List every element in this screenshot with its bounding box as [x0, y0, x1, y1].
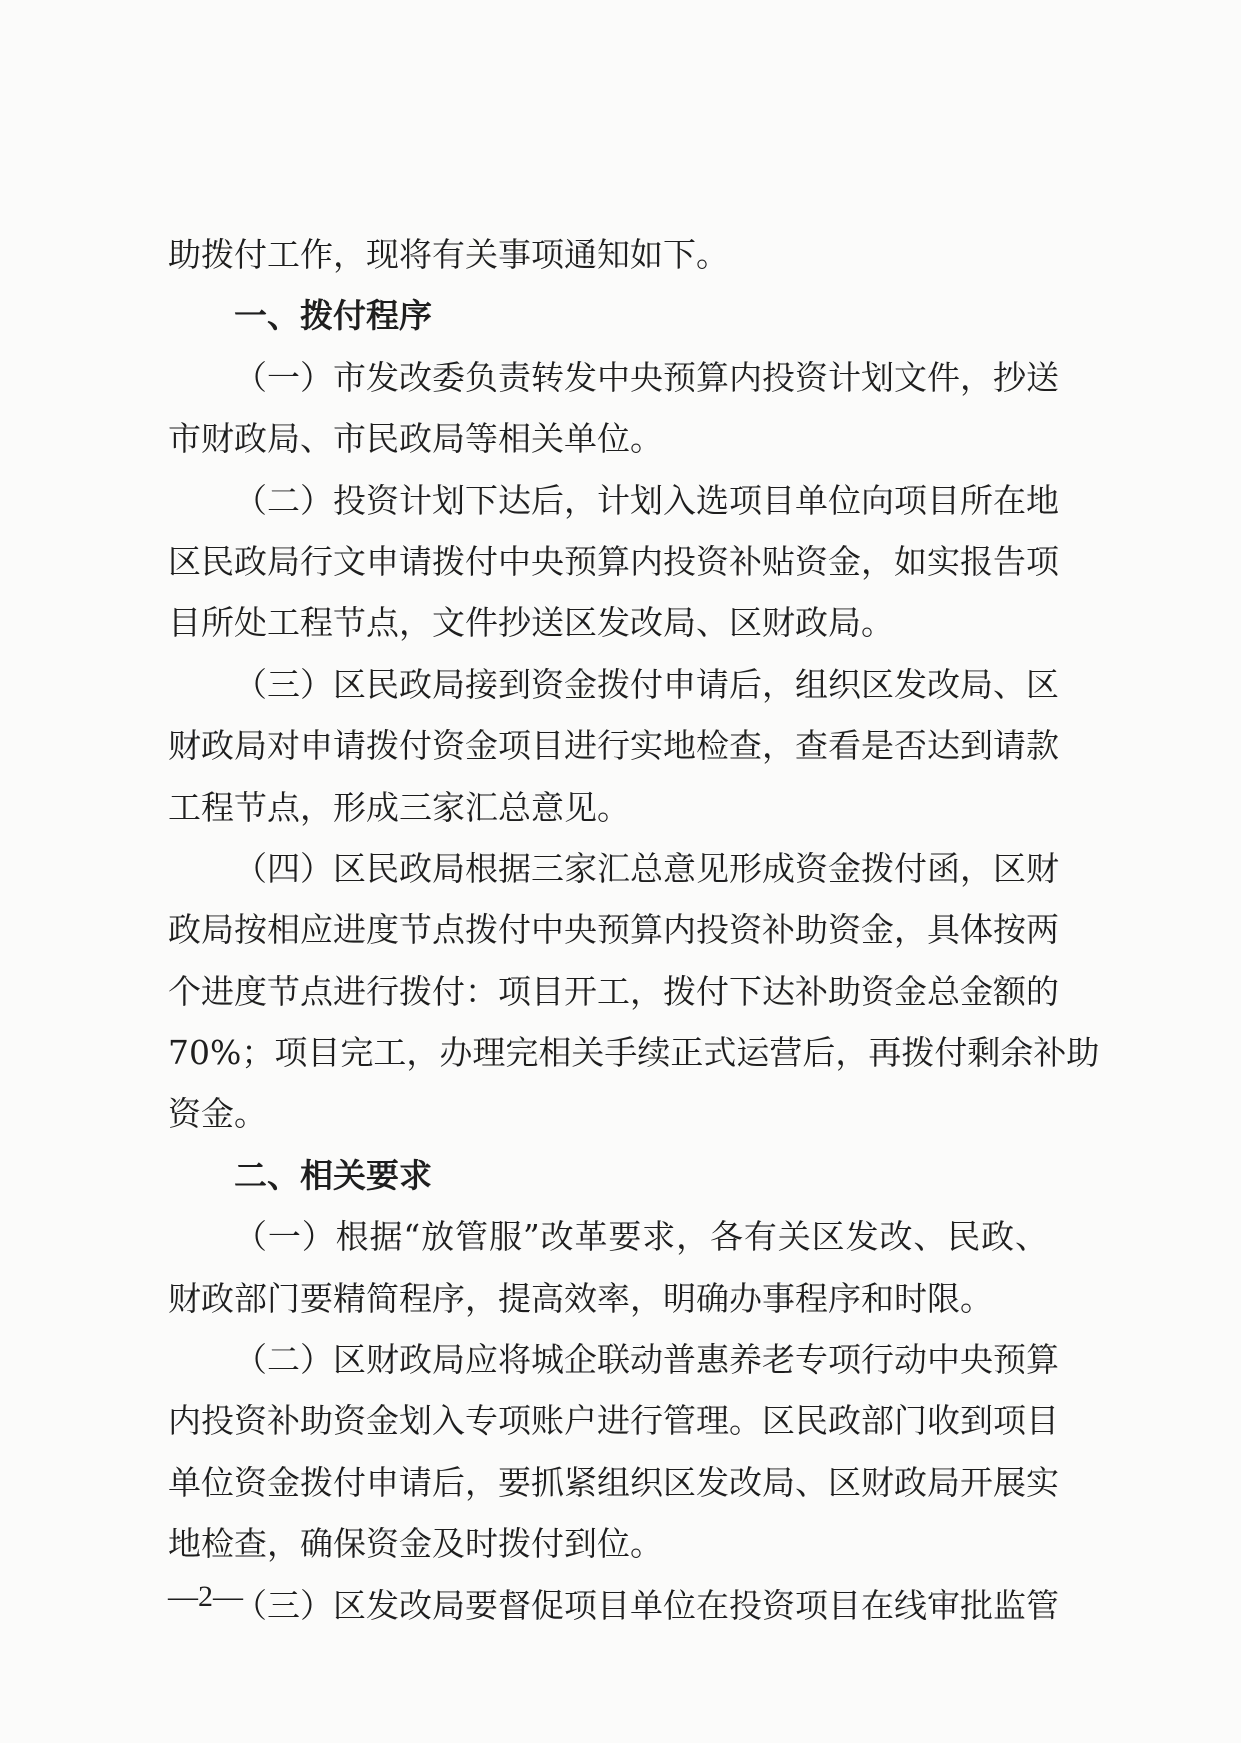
paragraph-line: （二）区财政局应将城企联动普惠养老专项行动中央预算	[234, 1340, 1059, 1380]
paragraph-line: 财政部门要精简程序，提高效率，明确办事程序和时限。	[168, 1278, 993, 1318]
section-heading: 一、拨付程序	[234, 296, 432, 336]
paragraph-line: （一）根据“放管服”改革要求，各有关区发改、民政、	[234, 1217, 1048, 1257]
paragraph-line: 个进度节点进行拨付：项目开工，拨付下达补助资金总金额的	[168, 971, 1059, 1011]
paragraph-line: 助拨付工作，现将有关事项通知如下。	[168, 235, 729, 274]
paragraph-line: 工程节点，形成三家汇总意见。	[168, 787, 630, 827]
page-number: —2—	[168, 1580, 243, 1613]
paragraph-line: （四）区民政局根据三家汇总意见形成资金拨付函，区财	[234, 848, 1059, 888]
paragraph-line: （三）区民政局接到资金拨付申请后，组织区发改局、区	[234, 664, 1059, 704]
paragraph-line: （三）区发改局要督促项目单位在投资项目在线审批监管	[234, 1585, 1059, 1625]
paragraph-line: 财政局对申请拨付资金项目进行实地检查，查看是否达到请款	[168, 726, 1059, 766]
paragraph-line: 内投资补助资金划入专项账户进行管理。区民政部门收到项目	[168, 1401, 1059, 1441]
paragraph-line: 市财政局、市民政局等相关单位。	[168, 419, 663, 459]
section-heading: 二、相关要求	[234, 1155, 432, 1195]
paragraph-line: （一）市发改委负责转发中央预算内投资计划文件，抄送	[234, 357, 1059, 397]
paragraph-line: 区民政局行文申请拨付中央预算内投资补贴资金，如实报告项	[168, 541, 1059, 581]
paragraph-line: （二）投资计划下达后，计划入选项目单位向项目所在地	[234, 480, 1059, 520]
document-body	[168, 224, 1100, 1636]
paragraph-line: 资金。	[168, 1094, 267, 1134]
paragraph-line: 目所处工程节点，文件抄送区发改局、区财政局。	[168, 603, 894, 643]
paragraph-line: 单位资金拨付申请后，要抓紧组织区发改局、区财政局开展实	[168, 1462, 1059, 1502]
paragraph-line: 70%；项目完工，办理完相关手续正式运营后，再拨付剩余补助	[168, 1033, 1100, 1073]
paragraph-line: 地检查，确保资金及时拨付到位。	[168, 1524, 663, 1564]
paragraph-line: 政局按相应进度节点拨付中央预算内投资补助资金，具体按两	[168, 910, 1059, 950]
